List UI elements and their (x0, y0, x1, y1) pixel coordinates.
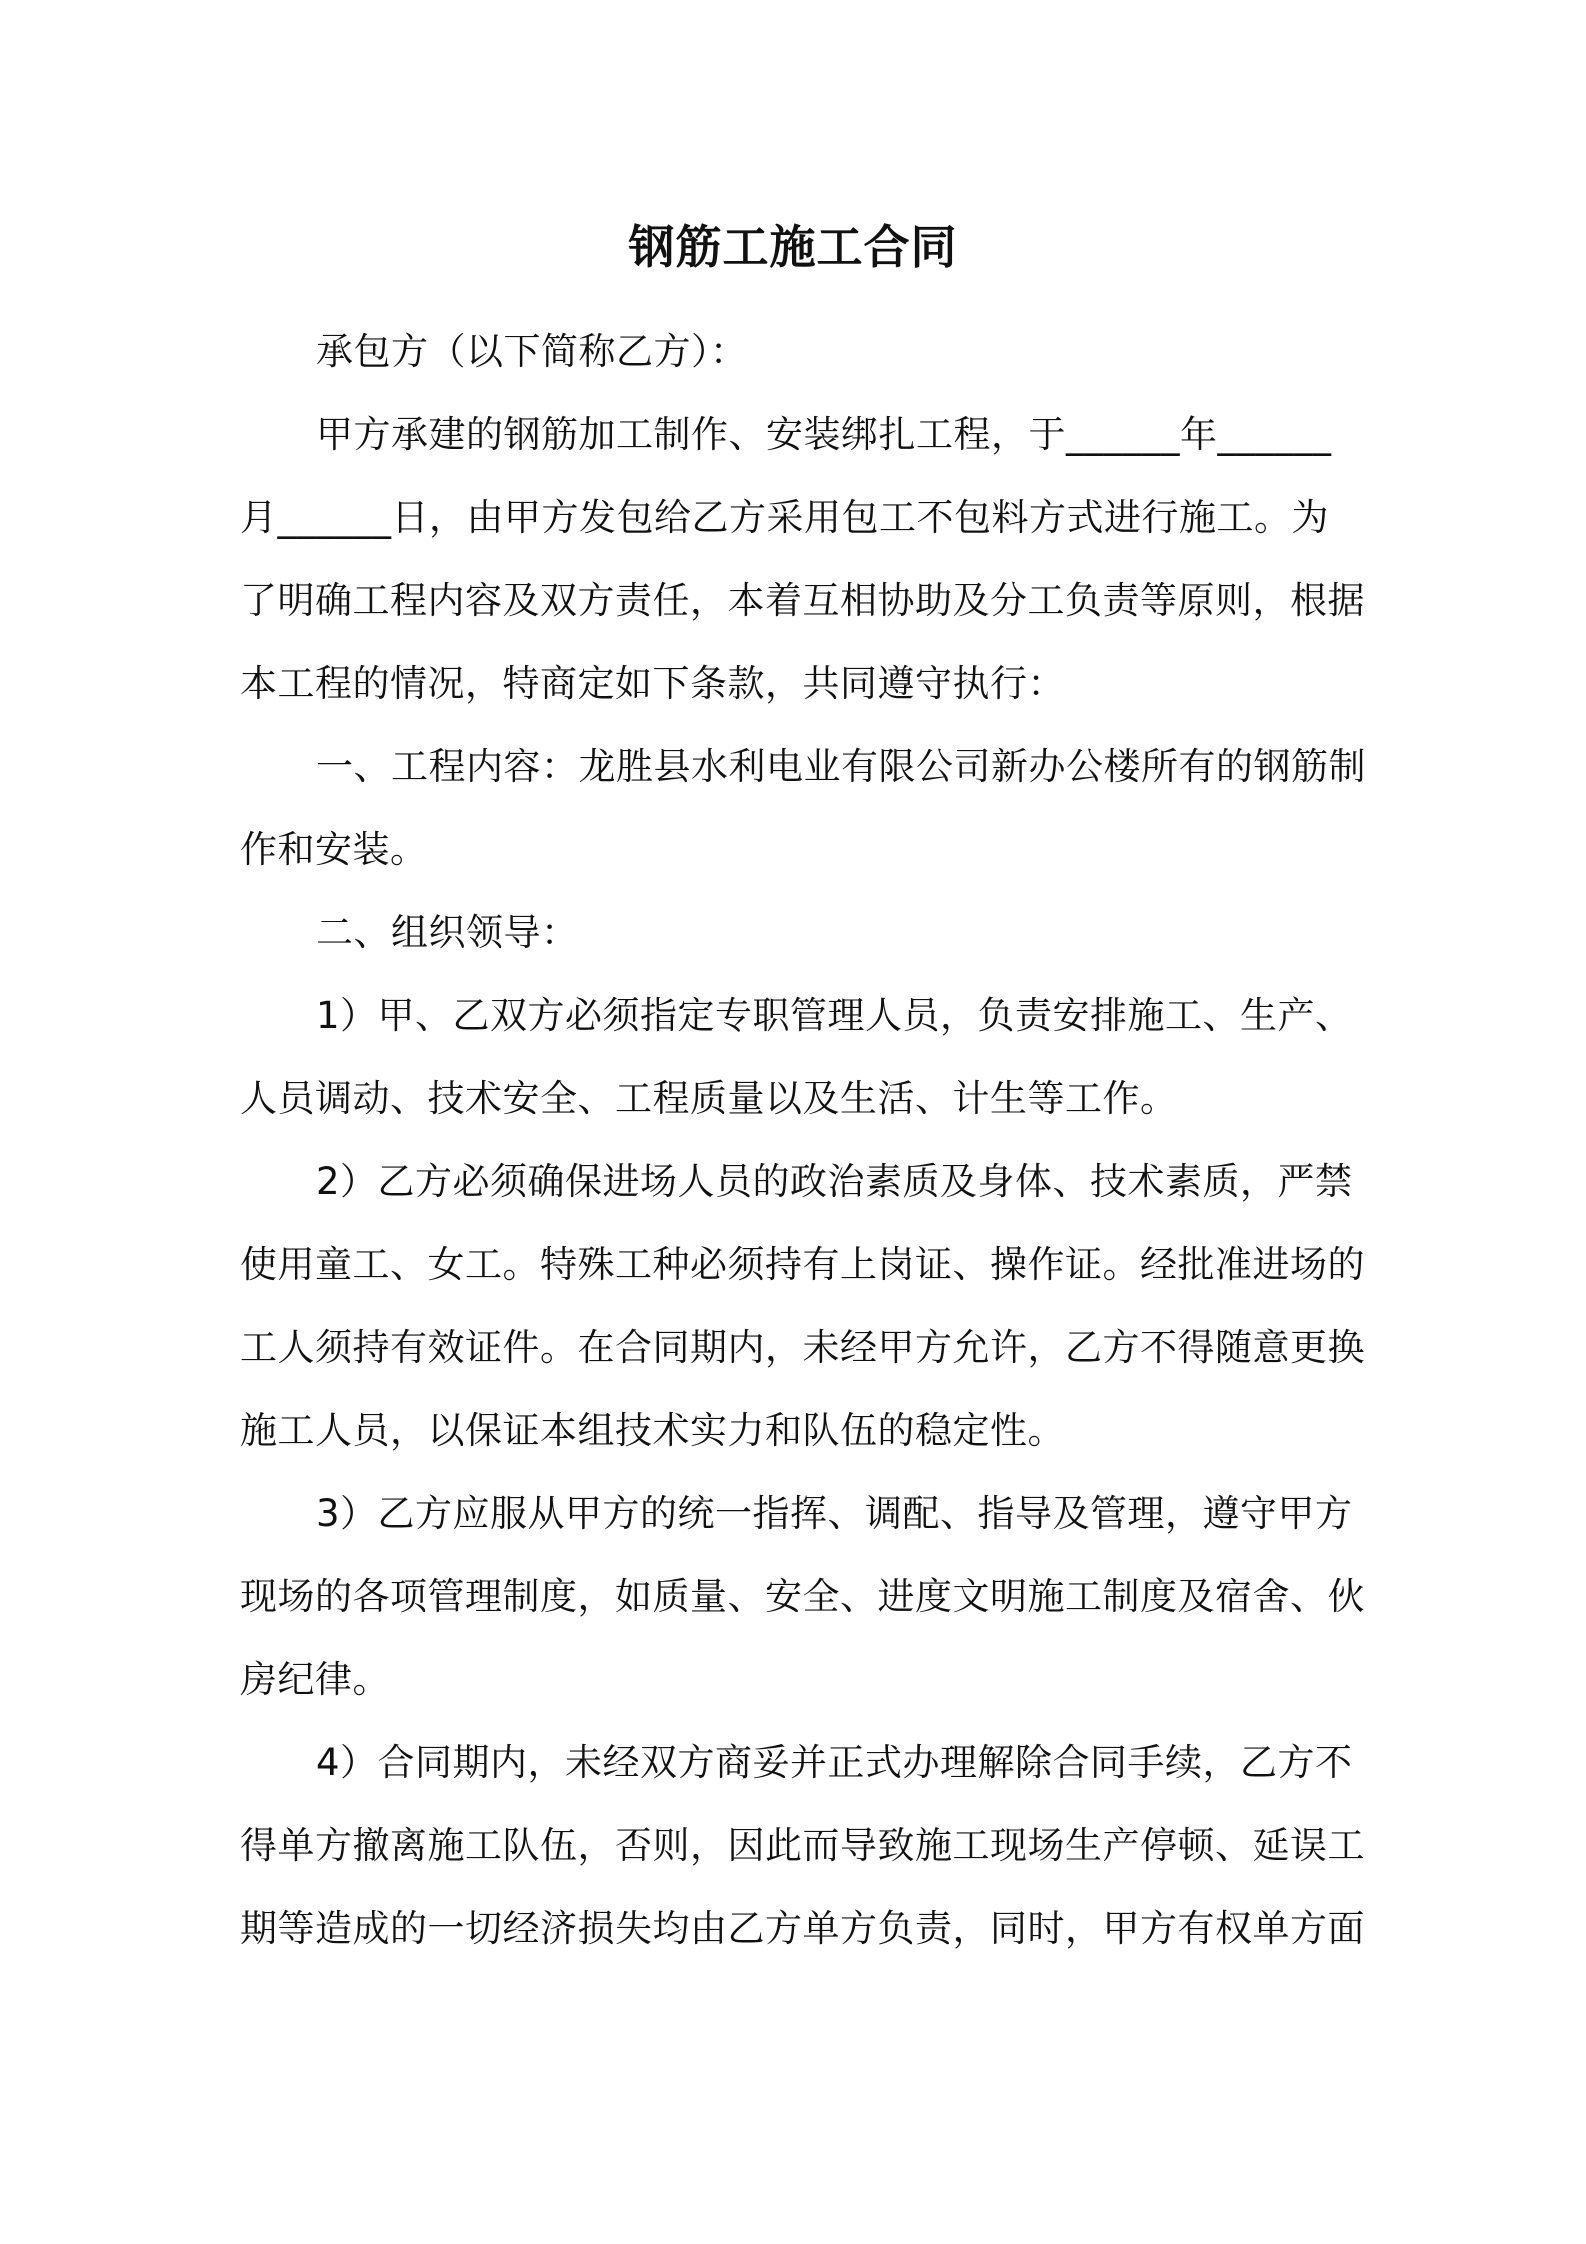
item-4-line: 得单方撤离施工队伍，否则，因此而导致施工现场生产停顿、延误工 (240, 1824, 1365, 1867)
clause-1-line: 作和安装。 (240, 828, 428, 871)
item-4-line: 4）合同期内，未经双方商妥并正式办理解除合同手续，乙方不 (316, 1741, 1353, 1784)
clause-1-line: 一、工程内容：龙胜县水利电业有限公司新办公楼所有的钢筋制 (316, 745, 1366, 788)
document-title: 钢筋工施工合同 (628, 220, 958, 274)
intro-paragraph-line: 月______日，由甲方发包给乙方采用包工不包料方式进行施工。为 (240, 496, 1329, 539)
item-1-line: 人员调动、技术安全、工程质量以及生活、计生等工作。 (240, 1077, 1178, 1120)
item-2-line: 施工人员，以保证本组技术实力和队伍的稳定性。 (240, 1409, 1065, 1452)
intro-paragraph-line: 甲方承建的钢筋加工制作、安装绑扎工程，于______年______ (316, 413, 1332, 456)
item-3-line: 房纪律。 (240, 1658, 390, 1701)
intro-paragraph-line: 了明确工程内容及双方责任，本着互相协助及分工负责等原则，根据 (240, 579, 1365, 622)
clause-2-heading: 二、组织领导： (316, 911, 579, 954)
intro-paragraph-line: 本工程的情况，特商定如下条款，共同遵守执行： (240, 662, 1065, 705)
item-3-line: 3）乙方应服从甲方的统一指挥、调配、指导及管理，遵守甲方 (316, 1492, 1353, 1535)
contractor-line: 承包方（以下简称乙方）： (316, 330, 748, 373)
item-3-line: 现场的各项管理制度，如质量、安全、进度文明施工制度及宿舍、伙 (240, 1575, 1365, 1618)
item-1-line: 1）甲、乙双方必须指定专职管理人员，负责安排施工、生产、 (316, 994, 1353, 1037)
item-2-line: 2）乙方必须确保进场人员的政治素质及身体、技术素质，严禁 (316, 1160, 1353, 1203)
item-2-line: 使用童工、女工。特殊工种必须持有上岗证、操作证。经批准进场的 (240, 1243, 1365, 1286)
item-2-line: 工人须持有效证件。在合同期内，未经甲方允许，乙方不得随意更换 (240, 1326, 1365, 1369)
item-4-line: 期等造成的一切经济损失均由乙方单方负责，同时，甲方有权单方面 (240, 1907, 1365, 1950)
